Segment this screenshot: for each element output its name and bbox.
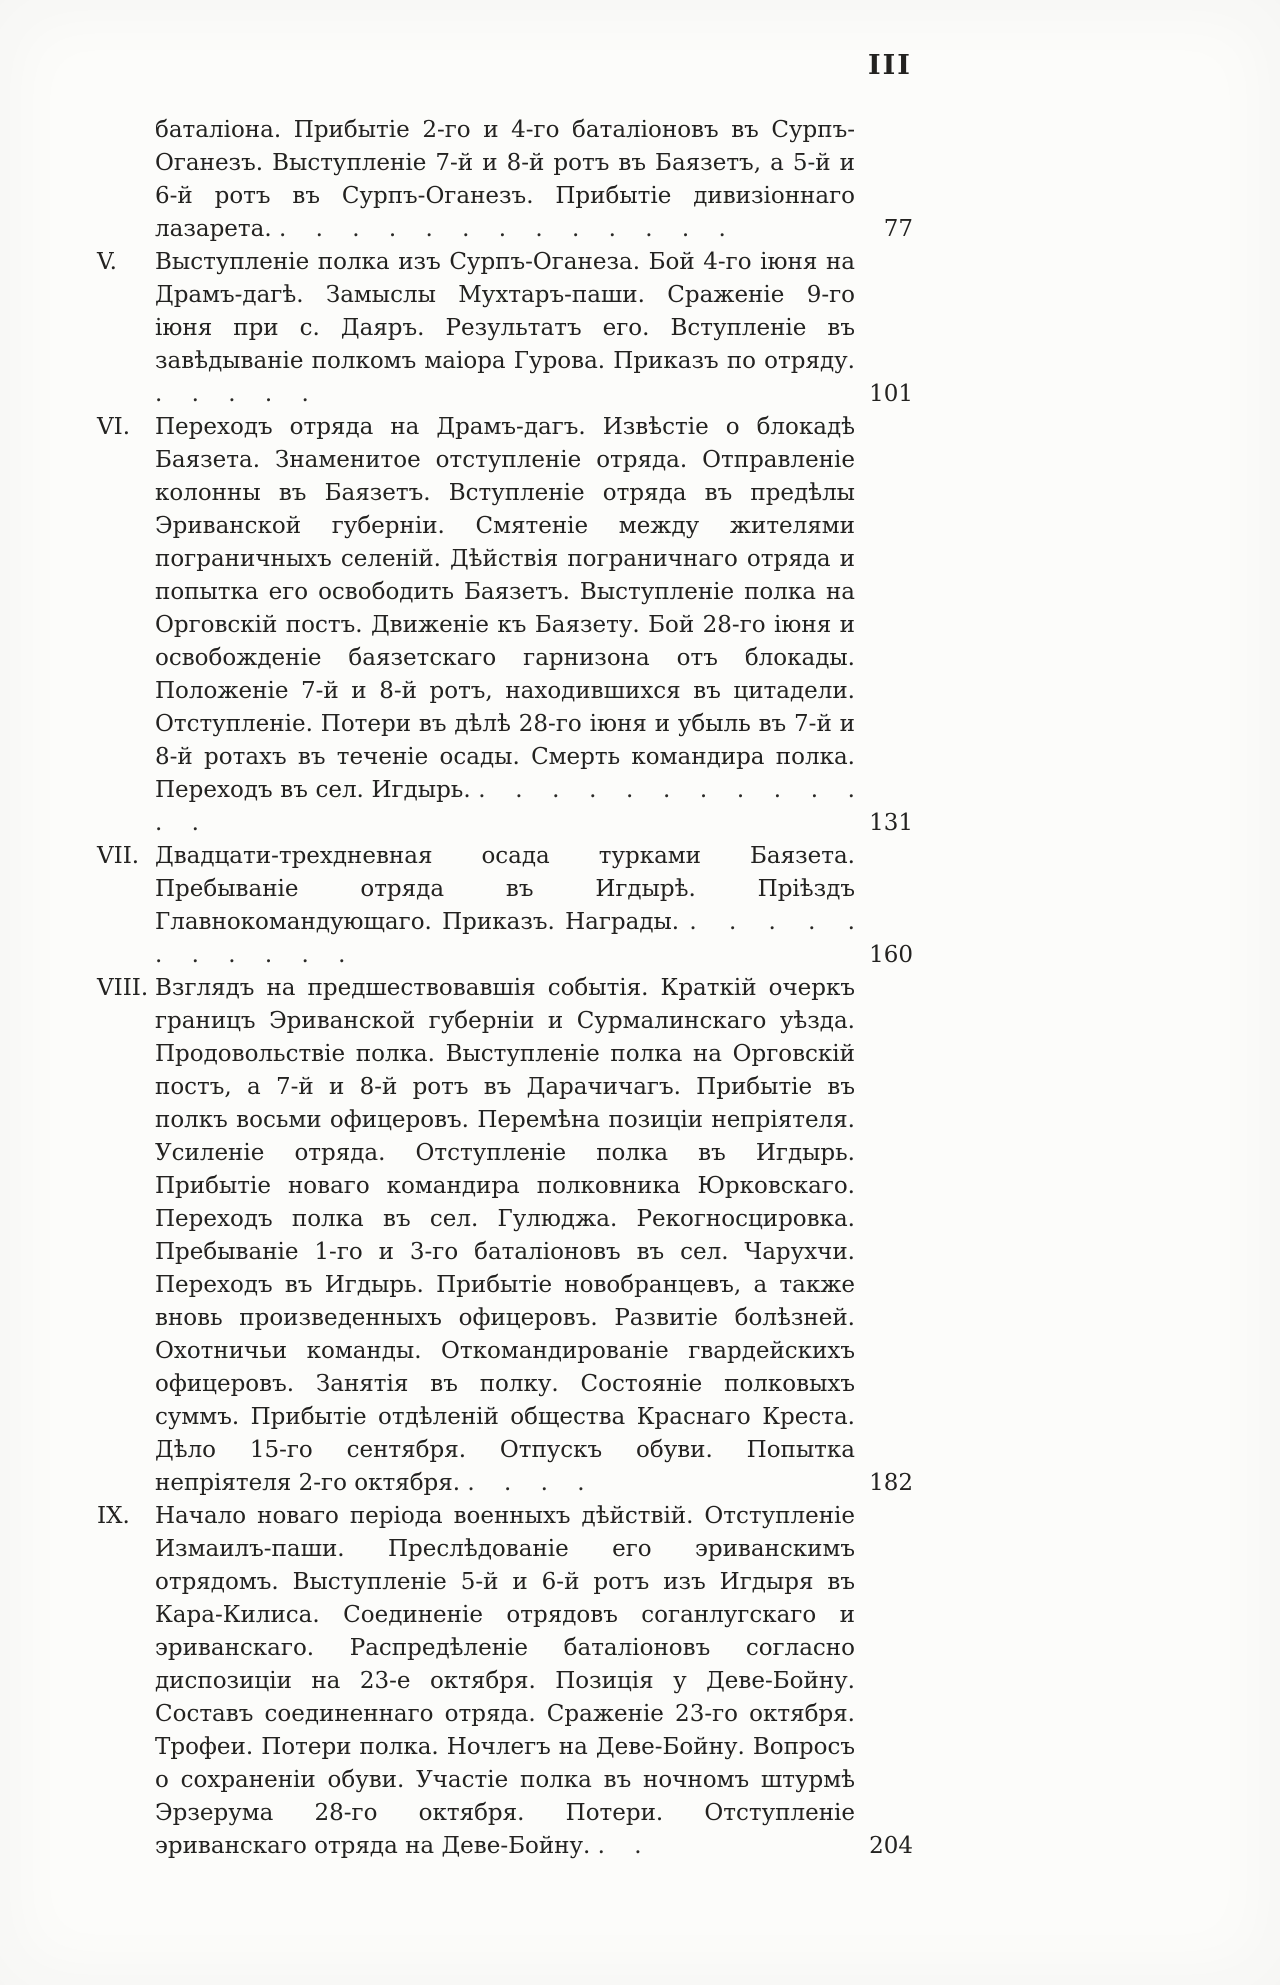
toc-entry-numeral: VI. xyxy=(97,414,131,440)
toc-entry-page-number: 160 xyxy=(869,942,913,968)
page-number-folio: III xyxy=(868,50,912,81)
dot-leaders: . . . . . . . . . . . xyxy=(155,909,855,968)
toc-entry-page-number: 204 xyxy=(869,1833,913,1859)
dot-leaders: . . xyxy=(597,1833,642,1859)
toc-entry-text xyxy=(155,1500,913,1863)
toc-entry xyxy=(97,411,913,840)
toc-entry-page-number: 77 xyxy=(883,216,913,242)
toc-entry-description: баталіона. Прибытіе 2-го и 4-го баталіоновъ въ Сурпъ-Оганезъ. Выступленіе 7-й и 8-й ротъ въ Баязетъ, а 5-й и 6-й ротъ въ Сурпъ-Оганезъ. Прибытіе дивизіоннаго лазарета. xyxy=(155,117,855,242)
toc-entry xyxy=(97,840,913,972)
table-of-contents xyxy=(97,114,913,1863)
dot-leaders: . . . . . . . . . . . . . xyxy=(278,216,726,242)
dot-leaders: . . . . . xyxy=(155,381,309,407)
toc-entry-numeral: VIII. xyxy=(97,975,149,1001)
toc-entry-description: Взглядъ на предшествовавшія событія. Краткій очеркъ границъ Эриванской губерніи и Сурмалинскаго уѣзда. Продовольствіе полка. Выступленіе полка на Орговскій постъ, а 7-й и 8-й ротъ въ Дарачичагъ. Прибытіе въ полкъ восьми офицеровъ. Перемѣна позиціи непріятеля. Усиленіе отряда. Отступленіе полка въ Игдырь. Прибытіе новаго командира полковника Юрковскаго. Переходъ полка въ сел. Гулюджа. Рекогносцировка. Пребываніе 1-го и 3-го баталіоновъ въ сел. Чарухчи. Переходъ въ Игдырь. Прибытіе новобранцевъ, а также вновь произведенныхъ офицеровъ. Развитіе болѣзней. Охотничьи команды. Откомандированіе гвардейскихъ офицеровъ. Занятія въ полку. Состояніе полковыхъ суммъ. Прибытіе отдѣленій общества Краснаго Креста. Дѣло 15-го сентября. Отпускъ обуви. Попытка непріятеля 2-го октября. xyxy=(155,975,855,1496)
toc-entry xyxy=(97,972,913,1500)
toc-entry-page-number: 131 xyxy=(869,810,913,836)
toc-entry xyxy=(97,1500,913,1863)
toc-entry-text xyxy=(155,411,913,840)
toc-entry-text xyxy=(155,246,913,411)
toc-entry-numeral: IX. xyxy=(97,1503,130,1529)
toc-entry-description: Выступленіе полка изъ Сурпъ-Оганеза. Бой 4-го іюня на Драмъ-дагѣ. Замыслы Мухтаръ-паши. Сраженіе 9-го іюня при с. Даяръ. Результатъ его. Вступленіе въ завѣдываніе полкомъ маіора Гурова. Приказъ по отряду. xyxy=(155,249,855,374)
dot-leaders: . . . . xyxy=(467,1470,585,1496)
toc-entry xyxy=(97,114,913,246)
dot-leaders: . . . . . . . . . . . . . xyxy=(155,777,855,836)
toc-entry-numeral: V. xyxy=(97,249,117,275)
toc-entry-numeral: VII. xyxy=(97,843,140,869)
toc-entry-page-number: 101 xyxy=(869,381,913,407)
toc-entry-text xyxy=(155,840,913,972)
toc-entry-description: Переходъ отряда на Драмъ-дагъ. Извѣстіе о блокадѣ Баязета. Знаменитое отступленіе отряда. Отправленіе колонны въ Баязетъ. Вступленіе отряда въ предѣлы Эриванской губерніи. Смятеніе между жителями пограничныхъ селеній. Дѣйствія пограничнаго отряда и попытка его освободить Баязетъ. Выступленіе полка на Орговскій постъ. Движеніе къ Баязету. Бой 28-го іюня и освобожденіе баязетскаго гарнизона отъ блокады. Положеніе 7-й и 8-й ротъ, находившихся въ цитадели. Отступленіе. Потери въ дѣлѣ 28-го іюня и убыль въ 7-й и 8-й ротахъ въ теченіе осады. Смерть командира полка. Переходъ въ сел. Игдырь. xyxy=(155,414,855,803)
toc-entry-description: Двадцати-трехдневная осада турками Баязета. Пребываніе отряда въ Игдырѣ. Пріѣздъ Главнокомандующаго. Приказъ. Награды. xyxy=(155,843,855,935)
toc-entry-text xyxy=(155,114,913,246)
toc-entry-description: Начало новаго періода военныхъ дѣйствій. Отступленіе Измаилъ-паши. Преслѣдованіе его эриванскимъ отрядомъ. Выступленіе 5-й и 6-й ротъ изъ Игдыря въ Кара-Килиса. Соединеніе отрядовъ соганлугскаго и эриванскаго. Распредѣленіе баталіоновъ согласно диспозиціи на 23-е октября. Позиція у Деве-Бойну. Составъ соединеннаго отряда. Сраженіе 23-го октября. Трофеи. Потери полка. Ночлегъ на Деве-Бойну. Вопросъ о сохраненіи обуви. Участіе полка въ ночномъ штурмѣ Эрзерума 28-го октября. Потери. Отступленіе эриванскаго отряда на Деве-Бойну. xyxy=(155,1503,855,1859)
toc-entry xyxy=(97,246,913,411)
toc-entry-text xyxy=(155,972,913,1500)
toc-entry-page-number: 182 xyxy=(869,1470,913,1496)
